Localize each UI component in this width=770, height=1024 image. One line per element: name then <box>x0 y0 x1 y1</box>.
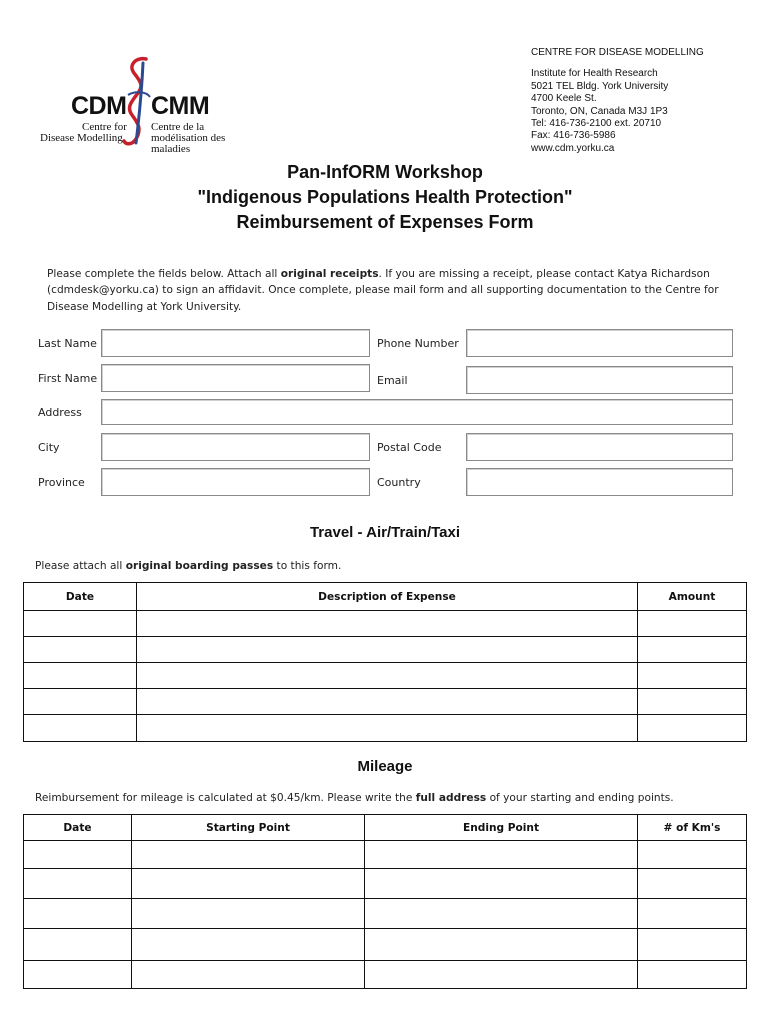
mileage-note <box>35 792 674 804</box>
mileage-end-cell[interactable] <box>365 961 638 989</box>
mileage-end-cell[interactable] <box>365 869 638 899</box>
title-line-3: Reimbursement of Expenses Form <box>236 212 534 232</box>
mileage-date-cell[interactable] <box>24 961 132 989</box>
mileage-header-end: Ending Point <box>365 815 638 841</box>
travel-header-description: Description of Expense <box>137 583 638 611</box>
mileage-header-row <box>24 815 747 841</box>
table-row <box>24 841 747 869</box>
contact-line: 5021 TEL Bldg. York University <box>531 80 669 92</box>
mileage-date-cell[interactable] <box>24 841 132 869</box>
logo-sub-left-1: Centre for <box>82 121 127 133</box>
travel-note <box>35 560 341 572</box>
intro-part: . If you are missing a receipt, please contact Katya Richardson <box>378 268 710 280</box>
mileage-km-cell[interactable] <box>638 961 747 989</box>
travel-date-cell[interactable] <box>24 689 137 715</box>
travel-date-cell[interactable] <box>24 715 137 742</box>
phone-input[interactable] <box>466 329 733 357</box>
table-row <box>24 611 747 637</box>
table-row <box>24 663 747 689</box>
city-label: City <box>38 441 60 454</box>
logo-cmm: CMM <box>151 92 210 120</box>
travel-amount-cell[interactable] <box>638 689 747 715</box>
postal-code-input[interactable] <box>466 433 733 461</box>
mileage-note-bold: full address <box>415 792 487 804</box>
contact-line: 4700 Keele St. <box>531 93 597 105</box>
travel-description-cell[interactable] <box>137 663 638 689</box>
contact-org: CENTRE FOR DISEASE MODELLING <box>531 47 704 58</box>
mileage-km-cell[interactable] <box>638 929 747 961</box>
phone-label: Phone Number <box>377 337 459 350</box>
postal-code-label: Postal Code <box>377 441 442 454</box>
first-name-label: First Name <box>38 372 98 385</box>
form-title <box>0 160 770 235</box>
mileage-km-cell[interactable] <box>638 899 747 929</box>
table-row <box>24 869 747 899</box>
logo-cdm: CDM <box>71 92 127 120</box>
travel-description-cell[interactable] <box>137 715 638 742</box>
mileage-km-cell[interactable] <box>638 841 747 869</box>
intro-line-2: (cdmdesk@yorku.ca) to sign an affidavit. Once complete, please mail form and all supporting documentation to the Centre for <box>47 284 719 297</box>
mileage-date-cell[interactable] <box>24 869 132 899</box>
travel-date-cell[interactable] <box>24 611 137 637</box>
travel-amount-cell[interactable] <box>638 715 747 742</box>
last-name-input[interactable] <box>101 329 370 357</box>
country-label: Country <box>377 476 421 489</box>
intro-line-1 <box>47 266 747 282</box>
mileage-date-cell[interactable] <box>24 929 132 961</box>
mileage-end-cell[interactable] <box>365 841 638 869</box>
mileage-header-start: Starting Point <box>132 815 365 841</box>
mileage-end-cell[interactable] <box>365 929 638 961</box>
mileage-start-cell[interactable] <box>132 961 365 989</box>
travel-note-part: to this form. <box>273 560 342 572</box>
table-row <box>24 689 747 715</box>
address-label: Address <box>38 406 82 419</box>
travel-header-amount: Amount <box>638 583 747 611</box>
last-name-label: Last Name <box>38 337 97 350</box>
mileage-start-cell[interactable] <box>132 929 365 961</box>
contact-line: Institute for Health Research <box>531 68 658 80</box>
mileage-table <box>23 814 747 989</box>
contact-website: www.cdm.yorku.ca <box>531 142 615 154</box>
contact-line: Tel: 416-736-2100 ext. 20710 <box>531 118 662 130</box>
email-input[interactable] <box>466 366 733 394</box>
travel-date-cell[interactable] <box>24 637 137 663</box>
mileage-start-cell[interactable] <box>132 841 365 869</box>
travel-date-cell[interactable] <box>24 663 137 689</box>
table-row <box>24 715 747 742</box>
mileage-end-cell[interactable] <box>365 899 638 929</box>
intro-text <box>47 266 747 315</box>
logo-sub-left-2: Disease Modelling <box>40 132 123 144</box>
mileage-note-part: of your starting and ending points. <box>486 792 674 804</box>
mileage-start-cell[interactable] <box>132 899 365 929</box>
country-input[interactable] <box>466 468 733 496</box>
first-name-input[interactable] <box>101 364 370 392</box>
mileage-km-cell[interactable] <box>638 869 747 899</box>
travel-header-date: Date <box>24 583 137 611</box>
table-row <box>24 961 747 989</box>
travel-header-row <box>24 583 747 611</box>
contact-block <box>531 47 704 155</box>
intro-bold: original receipts <box>280 268 379 280</box>
logo-sub-right-1: Centre de la <box>151 121 205 133</box>
city-input[interactable] <box>101 433 370 461</box>
travel-amount-cell[interactable] <box>638 637 747 663</box>
province-input[interactable] <box>101 468 370 496</box>
logo-sub-right-2: modélisation des maladies <box>151 132 226 155</box>
travel-description-cell[interactable] <box>137 611 638 637</box>
intro-part: Please complete the fields below. Attach all <box>47 268 281 280</box>
address-input[interactable] <box>101 399 733 425</box>
mileage-note-part: Reimbursement for mileage is calculated at $0.45/km. Please write the <box>35 792 416 804</box>
title-line-2: "Indigenous Populations Health Protection" <box>197 187 573 207</box>
travel-section-title: Travel - Air/Train/Taxi <box>309 524 461 541</box>
travel-table <box>23 582 747 742</box>
intro-line-3: Disease Modelling at York University. <box>47 300 242 313</box>
contact-line: Fax: 416-736-5986 <box>531 130 616 142</box>
travel-amount-cell[interactable] <box>638 611 747 637</box>
email-label: Email <box>377 374 408 387</box>
logo <box>38 55 238 155</box>
travel-description-cell[interactable] <box>137 689 638 715</box>
mileage-start-cell[interactable] <box>132 869 365 899</box>
travel-note-bold: original boarding passes <box>125 560 274 572</box>
table-row <box>24 929 747 961</box>
travel-amount-cell[interactable] <box>638 663 747 689</box>
mileage-header-km: # of Km's <box>638 815 747 841</box>
mileage-header-date: Date <box>24 815 132 841</box>
title-line-1: Pan-InfORM Workshop <box>287 162 483 182</box>
travel-note-part: Please attach all <box>35 560 126 572</box>
mileage-date-cell[interactable] <box>24 899 132 929</box>
table-row <box>24 899 747 929</box>
contact-line: Toronto, ON, Canada M3J 1P3 <box>531 105 668 117</box>
travel-description-cell[interactable] <box>137 637 638 663</box>
province-label: Province <box>38 476 85 489</box>
table-row <box>24 637 747 663</box>
mileage-section-title: Mileage <box>357 758 413 775</box>
